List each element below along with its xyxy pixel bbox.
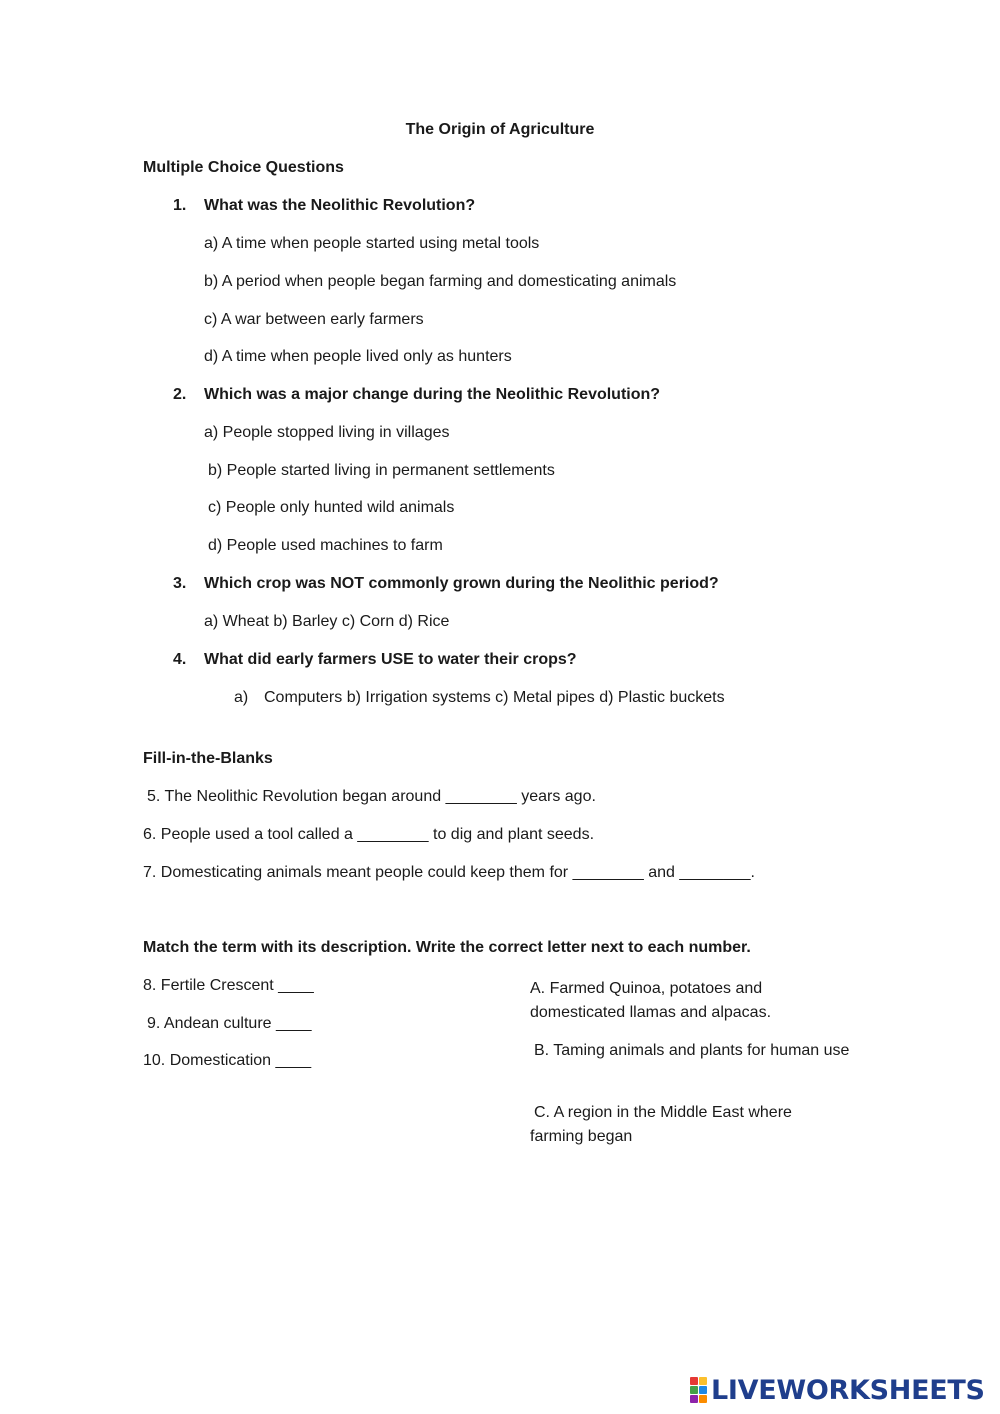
- answer-option: c) A war between early farmers: [204, 311, 424, 328]
- fill-item: 7. Domesticating animals meant people could keep them for ________ and ________.: [143, 864, 755, 881]
- mc-heading: Multiple Choice Questions: [143, 159, 344, 176]
- answer-option: a) People stopped living in villages: [204, 424, 450, 441]
- answer-option: b) A period when people began farming and domesticating animals: [204, 273, 677, 290]
- fill-item: 5. The Neolithic Revolution began around ________ years ago.: [147, 788, 596, 805]
- question-text: Which was a major change during the Neolithic Revolution?: [204, 386, 661, 403]
- question-text: What was the Neolithic Revolution?: [204, 197, 476, 214]
- fill-item: 6. People used a tool called a ________ to dig and plant seeds.: [143, 826, 595, 843]
- logo-blocks-icon: [690, 1377, 707, 1403]
- answer-marker: a): [234, 689, 249, 706]
- brand-name: LIVEWORKSHEETS: [711, 1374, 985, 1406]
- fill-heading: Fill-in-the-Blanks: [143, 750, 273, 767]
- logo-block: [690, 1395, 698, 1403]
- logo-block: [699, 1386, 707, 1394]
- answer-option: a) A time when people started using metal tools: [204, 235, 540, 252]
- logo-block: [690, 1386, 698, 1394]
- match-term: 9. Andean culture ____: [147, 1015, 312, 1032]
- logo-block: [690, 1377, 698, 1385]
- question-number: 1.: [173, 197, 187, 214]
- logo-block: [699, 1395, 707, 1403]
- match-description: B. Taming animals and plants for human use: [534, 1042, 850, 1059]
- liveworksheets-logo: [690, 1375, 985, 1405]
- match-heading: Match the term with its description. Write the correct letter next to each number.: [143, 939, 751, 956]
- match-term: 10. Domestication ____: [143, 1052, 312, 1069]
- question-number: 4.: [173, 651, 187, 668]
- logo-block: [699, 1377, 707, 1385]
- question-number: 2.: [173, 386, 187, 403]
- question-text: What did early farmers USE to water their crops?: [204, 651, 577, 668]
- answer-option: b) People started living in permanent settlements: [208, 462, 555, 479]
- answer-option: d) A time when people lived only as hunters: [204, 348, 512, 365]
- page-title: The Origin of Agriculture: [405, 121, 595, 138]
- question-number: 3.: [173, 575, 187, 592]
- match-term: 8. Fertile Crescent ____: [143, 977, 314, 994]
- answer-option: c) People only hunted wild animals: [208, 499, 455, 516]
- question-text: Which crop was NOT commonly grown during the Neolithic period?: [204, 575, 719, 592]
- answer-options-inline: Computers b) Irrigation systems c) Metal pipes d) Plastic buckets: [264, 689, 725, 706]
- answer-option: d) People used machines to farm: [208, 537, 443, 554]
- match-description: A. Farmed Quinoa, potatoes and domesticated llamas and alpacas.: [530, 980, 772, 1021]
- match-description: C. A region in the Middle East where farming began: [530, 1104, 792, 1145]
- answer-options-inline: a) Wheat b) Barley c) Corn d) Rice: [204, 613, 450, 630]
